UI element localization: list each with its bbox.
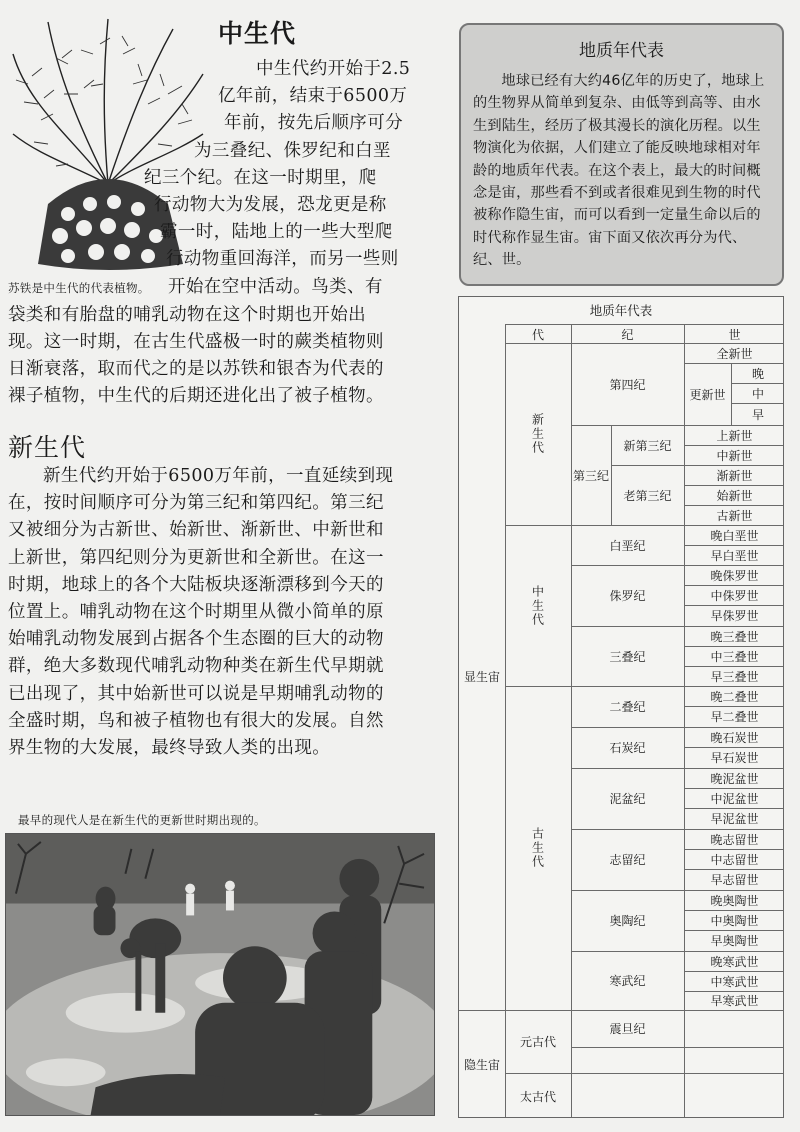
header-epoch: 世 [728, 327, 741, 342]
period-triassic: 三叠纪 [609, 649, 646, 664]
epoch-cell: 晚石炭世 [710, 730, 759, 745]
era-proterozoic: 元古代 [519, 1035, 556, 1049]
era-archean: 太古代 [519, 1089, 556, 1104]
subperiod-paleogene: 老第三纪 [623, 488, 672, 503]
epoch-cell: 晚白垩世 [710, 528, 759, 543]
early-humans-illustration [5, 833, 435, 1116]
period-silurian: 志留纪 [609, 853, 646, 867]
text-line: 始哺乳动物发展到占据各个生态圈的巨大的动物 [8, 629, 384, 650]
text-line: 又被细分为古新世、始新世、渐新世、中新世和 [8, 520, 384, 541]
geologic-timescale-infobox [459, 23, 784, 286]
text-line: 霸一时，陆地上的一些大型爬 [160, 222, 393, 243]
period-tertiary: 第三纪 [572, 468, 609, 483]
cenozoic-heading: 新生代 [8, 433, 87, 462]
epoch-cell: 中三叠世 [710, 649, 759, 664]
era-cenozoic: 新生代 [530, 413, 545, 455]
epoch-pleistocene: 更新世 [689, 387, 726, 402]
text-line: 年前，按先后顺序可分 [224, 113, 403, 134]
epoch-cell: 始新世 [716, 488, 753, 503]
period-cambrian: 寒武纪 [609, 974, 646, 988]
era-paleozoic: 古生代 [530, 827, 545, 869]
cycad-caption: 苏铁是中生代的代表植物。 [8, 280, 150, 295]
stage-early: 早 [751, 407, 764, 422]
period-jurassic: 侏罗纪 [609, 589, 646, 603]
text-line: 上新世，第四纪则分为更新世和全新世。在这一 [8, 547, 384, 568]
epoch-cell: 上新世 [716, 428, 753, 443]
mesozoic-paragraph [8, 56, 440, 411]
epoch-cell: 中侏罗世 [710, 588, 759, 603]
text-line: 在，按时间顺序可分为第三纪和第四纪。第三纪 [8, 493, 384, 514]
epoch-cell: 早白垩世 [710, 548, 759, 563]
epoch-cell: 晚泥盆世 [710, 771, 759, 786]
epoch-cell: 晚志留世 [710, 832, 759, 847]
photo-caption: 最早的现代人是在新生代的更新世时期出现的。 [18, 813, 266, 827]
period-devonian: 泥盆纪 [609, 792, 646, 806]
era-mesozoic: 中生代 [530, 584, 545, 627]
epoch-cell: 中寒武世 [710, 974, 759, 989]
text-line: 已出现了，其中始新世可以说是早期哺乳动物的 [8, 683, 384, 704]
text-line: 群，绝大多数现代哺乳动物种类在新生代早期就 [8, 656, 384, 677]
geologic-timescale-table [458, 296, 784, 1118]
epoch-cell: 早寒武世 [710, 994, 759, 1008]
epoch-cell: 晚寒武世 [710, 954, 759, 969]
text-line: 中生代约开始于2.5 [256, 59, 411, 79]
cenozoic-paragraph [8, 463, 440, 762]
epoch-cell: 晚奥陶世 [710, 893, 759, 908]
stage-late: 晚 [751, 366, 764, 381]
eon-phanerozoic: 显生宙 [463, 670, 500, 684]
text-line: 裸子植物，中生代的后期还进化出了被子植物。 [8, 386, 384, 407]
epoch-cell: 中奥陶世 [710, 913, 759, 928]
text-line: 全盛时期，鸟和被子植物也有很大的发展。自然 [8, 710, 384, 731]
table-title: 地质年代表 [589, 303, 653, 318]
text-line: 开始在空中活动。鸟类、有 [168, 276, 383, 297]
text-line: 位置上。哺乳动物在这个时期里从微小简单的原 [8, 602, 384, 623]
epoch-cell: 晚二叠世 [710, 689, 759, 704]
epoch-cell: 渐新世 [716, 468, 753, 483]
stage-middle: 中 [751, 386, 764, 401]
epoch-cell: 中志留世 [710, 852, 759, 867]
period-carboniferous: 石炭纪 [609, 741, 646, 755]
text-line: 为三叠纪、侏罗纪和白垩 [194, 140, 391, 161]
period-quaternary: 第四纪 [609, 377, 646, 392]
period-cretaceous: 白垩纪 [609, 538, 646, 553]
epoch-cell: 早侏罗世 [710, 609, 759, 623]
text-line: 行动物重回海洋，而另一些则 [166, 249, 399, 270]
epoch-holocene: 全新世 [716, 346, 753, 361]
header-period: 纪 [621, 327, 634, 342]
text-line: 日渐衰落，取而代之的是以苏铁和银杏为代表的 [8, 359, 384, 380]
epoch-cell: 晚侏罗世 [710, 568, 759, 583]
epoch-cell: 早三叠世 [710, 669, 759, 684]
epoch-cell: 早泥盆世 [710, 812, 759, 826]
epoch-cell: 早奥陶世 [710, 934, 759, 948]
text-line: 亿年前，结束于6500万 [218, 86, 408, 107]
period-ordovician: 奥陶纪 [609, 914, 646, 928]
text-line: 新生代约开始于6500万年前，一直延续到现 [43, 466, 394, 486]
epoch-cell: 中泥盆世 [710, 791, 759, 806]
epoch-cell: 晚三叠世 [710, 629, 759, 644]
infobox-title: 地质年代表 [579, 41, 664, 61]
subperiod-neogene: 新第三纪 [623, 438, 672, 453]
text-line: 纪三个纪。在这一时期里，爬 [144, 167, 377, 188]
text-line: 袋类和有胎盘的哺乳动物在这个时期也开始出 [8, 304, 366, 325]
epoch-cell: 早志留世 [710, 873, 759, 887]
text-line: 行动物大为发展，恐龙更是称 [154, 195, 387, 216]
epoch-cell: 早二叠世 [710, 710, 759, 724]
epoch-cell: 中新世 [716, 448, 753, 463]
epoch-cell: 古新世 [716, 508, 753, 523]
text-line: 现。这一时期，在古生代盛极一时的蕨类植物则 [8, 332, 384, 353]
header-era: 代 [531, 327, 544, 342]
eon-cryptozoic: 隐生宙 [463, 1058, 500, 1072]
epoch-cell: 早石炭世 [710, 751, 759, 765]
text-line: 时期，地球上的各个大陆板块逐渐漂移到今天的 [8, 574, 384, 595]
period-permian: 二叠纪 [609, 700, 646, 714]
infobox-body: 地球已经有大约46亿年的历史了，地球上的生物界从简单到复杂、由低等到高等、由水生到陆生，经历了极其漫长的演化历程。以生物演化为依据，人们建立了能反映地球相对年龄的地质年代表。在这个表上，最大的时间概念是宙，那些看不到或者很难见到生物的时代被称作隐生宙，而可以看到一定量生命以后的时代称作显生宙。宙下面又依次再分为代、纪、世。 [473, 73, 765, 269]
text-line: 界生物的大发展，最终导致人类的出现。 [8, 738, 331, 759]
period-sinian: 震旦纪 [609, 1022, 646, 1036]
mesozoic-heading: 中生代 [218, 19, 297, 48]
